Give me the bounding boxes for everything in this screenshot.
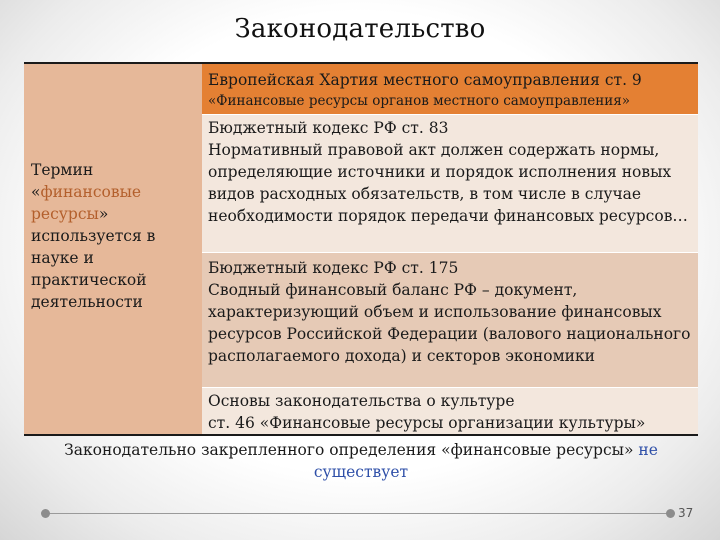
footer-bullet-left-icon — [41, 509, 50, 518]
term-text-part1: Термин — [31, 161, 94, 179]
row-budget-code-175-heading: Бюджетный кодекс РФ ст. 175 — [208, 259, 459, 277]
row-budget-code-83-detail: Нормативный правовой акт должен содержать нормы, определяющие источники и порядок исполнения новых видов расходных обязательств, в том числе в случае необходимости порядок передачи финансовых ресурсов… — [208, 141, 688, 225]
term-cell — [24, 62, 202, 436]
term-text-quote-open: « — [31, 183, 41, 201]
term-text-rest: » используется в науке и практической деятельности — [31, 205, 156, 311]
slide-title: Законодательство — [234, 14, 486, 44]
row-budget-code-83-heading: Бюджетный кодекс РФ ст. 83 — [208, 119, 449, 137]
row-culture-law — [202, 387, 698, 436]
table-bottom-border — [24, 434, 698, 436]
row-culture-law-heading: Основы законодательства о культуре — [208, 392, 515, 410]
page-number: 37 — [678, 506, 694, 520]
row-european-charter-detail: «Финансовые ресурсы органов местного самоуправления» — [208, 93, 631, 109]
footer-bullet-right-icon — [666, 509, 675, 518]
footer-divider — [46, 513, 670, 514]
row-european-charter-heading: Европейская Хартия местного самоуправления ст. 9 — [208, 71, 642, 89]
row-budget-code-83 — [202, 114, 698, 252]
row-budget-code-175 — [202, 252, 698, 387]
row-european-charter — [202, 62, 698, 114]
term-text — [31, 159, 199, 313]
conclusion-highlight: не существует — [313, 441, 658, 481]
row-culture-law-detail: ст. 46 «Финансовые ресурсы организации культуры» — [208, 414, 646, 432]
row-budget-code-175-detail: Сводный финансовый баланс РФ – документ, характеризующий объем и использование финансовых ресурсов Российской Федерации (валового национального располагаемого дохода) и секторов экономики — [208, 281, 691, 365]
legislation-table — [24, 62, 698, 438]
term-highlight: финансовые ресурсы — [31, 183, 142, 223]
conclusion-text — [34, 439, 688, 483]
conclusion-main: Законодательно закрепленного определения «финансовые ресурсы» — [64, 441, 639, 459]
